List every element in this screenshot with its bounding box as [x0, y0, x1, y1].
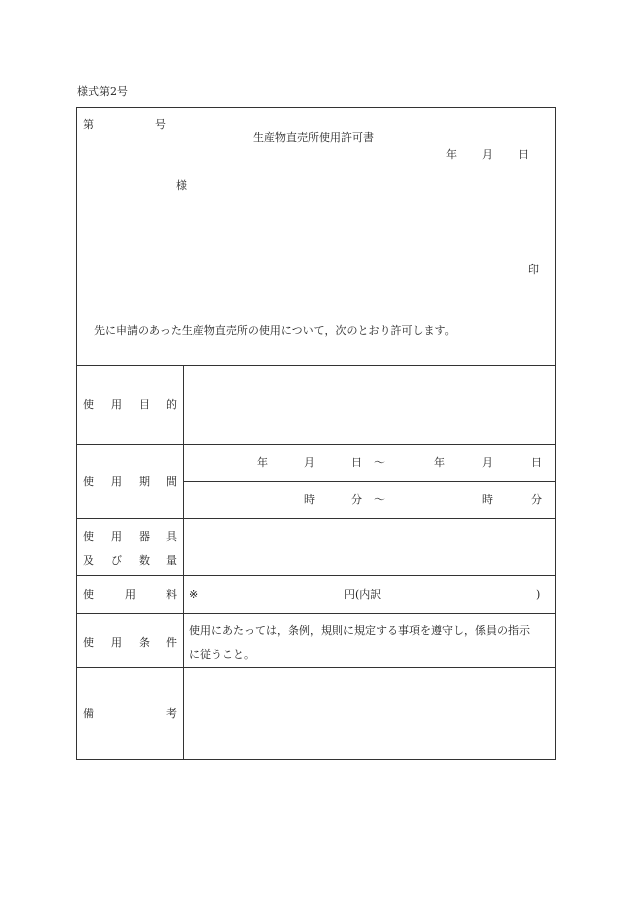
fee-yen-breakdown: 円(内訳	[344, 588, 382, 601]
conditions-label-3: 条	[139, 636, 150, 649]
issue-date-month: 月	[482, 148, 493, 161]
equipment-label-4: 具	[166, 530, 177, 543]
remarks-value-cell[interactable]	[184, 668, 555, 760]
issue-date-year: 年	[446, 148, 457, 161]
seal-mark: 印	[528, 263, 539, 276]
conditions-text-line-2: に従うこと。	[189, 648, 255, 661]
quantity-label-2: び	[111, 554, 122, 567]
quantity-label-4: 量	[166, 554, 177, 567]
purpose-label-3: 目	[139, 398, 150, 411]
period-end-hour: 時	[482, 493, 493, 506]
quantity-label-1: 及	[83, 554, 94, 567]
period-start-hour: 時	[304, 493, 315, 506]
period-start-year: 年	[257, 456, 268, 469]
equipment-label-1: 使	[83, 530, 94, 543]
rule-period-mid	[184, 481, 555, 482]
period-label-4: 間	[166, 475, 177, 488]
addressee-suffix: 様	[176, 179, 187, 192]
remarks-label-1: 備	[83, 707, 94, 720]
permit-form-frame	[76, 107, 556, 760]
period-start-minute: 分	[351, 493, 362, 506]
period-label-1: 使	[83, 475, 94, 488]
fee-label-2: 用	[125, 588, 136, 601]
purpose-label-1: 使	[83, 398, 94, 411]
period-label-3: 期	[139, 475, 150, 488]
fee-close-paren: )	[536, 588, 541, 601]
period-time-separator: ～	[374, 493, 385, 506]
equipment-label-2: 用	[111, 530, 122, 543]
conditions-text-line-1: 使用にあたっては，条例，規則に規定する事項を遵守し，係員の指示	[189, 624, 530, 637]
issue-date-day: 日	[518, 148, 529, 161]
period-end-month: 月	[482, 456, 493, 469]
conditions-label-2: 用	[111, 636, 122, 649]
purpose-label-4: 的	[166, 398, 177, 411]
equipment-label-3: 器	[139, 530, 150, 543]
period-end-year: 年	[434, 456, 445, 469]
fee-label-3: 料	[166, 588, 177, 601]
period-label-2: 用	[111, 475, 122, 488]
document-title: 生産物直売所使用許可書	[253, 131, 374, 144]
permit-number-suffix: 号	[155, 118, 166, 131]
permit-number-prefix: 第	[83, 118, 94, 131]
purpose-label-2: 用	[111, 398, 122, 411]
period-start-day: 日	[351, 456, 362, 469]
equipment-value-cell[interactable]	[184, 519, 555, 575]
period-end-minute: 分	[531, 493, 542, 506]
quantity-label-3: 数	[139, 554, 150, 567]
rule-purpose-bottom	[77, 444, 555, 445]
purpose-value-cell[interactable]	[184, 366, 555, 444]
period-start-month: 月	[304, 456, 315, 469]
form-number-label: 様式第2号	[77, 85, 128, 98]
conditions-label-4: 件	[166, 636, 177, 649]
permission-statement: 先に申請のあった生産物直売所の使用について，次のとおり許可します。	[94, 324, 456, 337]
period-end-day: 日	[531, 456, 542, 469]
remarks-label-2: 考	[166, 707, 177, 720]
rule-equipment-bottom	[77, 575, 555, 576]
period-date-separator: ～	[374, 456, 385, 469]
conditions-label-1: 使	[83, 636, 94, 649]
rule-fee-bottom	[77, 613, 555, 614]
fee-label-1: 使	[83, 588, 94, 601]
fee-note-mark: ※	[189, 588, 199, 601]
